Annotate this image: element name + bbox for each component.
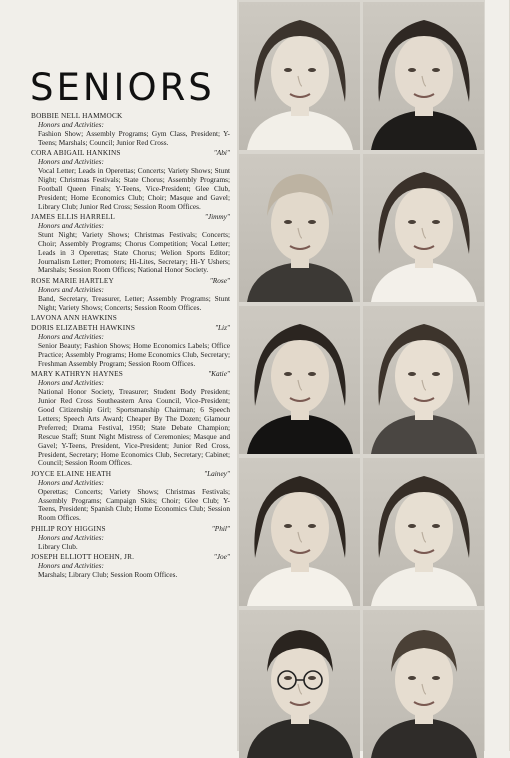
senior-name: DORIS ELIZABETH HAWKINS (31, 323, 136, 333)
senior-entry (31, 553, 230, 580)
senior-nickname: "Abi" (213, 148, 230, 158)
honors-label: Honors and Activities: (38, 119, 104, 129)
honors-label: Honors and Activities: (38, 560, 104, 570)
portrait-illustration (239, 2, 360, 150)
portrait-illustration (239, 154, 360, 302)
activities-list: Library Club. (38, 541, 78, 551)
activities-list: Vocal Letter; Leads in Operettas; Concerts; Variety Shows; Stunt Night; Christmas Festivals; State Chorus; Assembly Programs; Football Queen Finals; Y-Teens, Vice-President; Glee Club, President; Home Economics Club; Choir; Masque and Gavel; Library Club; Junior Red Cross; Session Room Offices. (38, 165, 230, 211)
portrait-illustration (363, 610, 484, 758)
honors-label: Honors and Activities: (38, 332, 104, 342)
senior-nickname: "Rose" (209, 275, 230, 285)
senior-entry (31, 149, 230, 211)
senior-portrait-photo (239, 610, 360, 758)
senior-nickname: "Joe" (213, 552, 230, 561)
senior-name: BOBBIE NELL HAMMOCK (31, 111, 123, 120)
senior-portrait-photo (363, 610, 484, 758)
senior-entry (31, 525, 230, 552)
senior-nickname: "Phil" (211, 523, 230, 533)
honors-label: Honors and Activities: (38, 532, 104, 542)
senior-entry (31, 370, 230, 468)
senior-entry (31, 470, 230, 523)
senior-portrait-photo (239, 154, 360, 302)
senior-portrait-photo (363, 458, 484, 606)
senior-name: PHILIP ROY HIGGINS (31, 523, 106, 533)
senior-nickname: "Liz" (214, 323, 230, 333)
senior-entry (31, 324, 230, 369)
senior-entry (31, 112, 230, 148)
senior-name: CORA ABIGAIL HANKINS (31, 148, 121, 158)
senior-name-row (31, 314, 230, 323)
portrait-illustration (239, 458, 360, 606)
senior-name: JAMES ELLIS HARRELL (31, 211, 116, 221)
senior-nickname: "Katie" (208, 369, 230, 379)
senior-entry (31, 314, 230, 323)
senior-name: MARY KATHRYN HAYNES (31, 369, 124, 379)
activities-list: Operettas; Concerts; Variety Shows; Christmas Festivals; Assembly Programs; Campaign Skits; Choir; Glee Club; Y-Teens, President; Spanish Club; Home Economics Club; Session Room Offices. (38, 486, 230, 523)
senior-entry (31, 277, 230, 313)
honors-label: Honors and Activities: (38, 284, 104, 294)
senior-portrait-photo (363, 154, 484, 302)
senior-entry (31, 213, 230, 275)
portrait-grid (237, 0, 485, 751)
senior-nickname: "Jimmy" (204, 211, 230, 221)
honors-label: Honors and Activities: (38, 378, 104, 388)
activities-list: Band, Secretary, Treasurer, Letter; Assembly Programs; Stunt Night; Variety Shows; Concerts; Session Room Offices. (38, 293, 230, 312)
senior-portrait-photo (363, 2, 484, 150)
senior-name: ROSE MARIE HARTLEY (31, 275, 115, 285)
senior-portrait-photo (239, 458, 360, 606)
page-heading: SENIORS (30, 66, 215, 109)
activities-list: Fashion Show; Assembly Programs; Gym Class, President; Y-Teens; Marshals; Council; Junior Red Cross. (38, 128, 230, 147)
honors-label: Honors and Activities: (38, 157, 104, 167)
portrait-illustration (239, 306, 360, 454)
portrait-illustration (363, 458, 484, 606)
honors-label: Honors and Activities: (38, 477, 104, 487)
senior-portrait-photo (239, 306, 360, 454)
senior-name: LAVONA ANN HAWKINS (31, 312, 117, 322)
activities-list: Marshals; Library Club; Session Room Offices. (38, 569, 178, 579)
senior-portrait-photo (363, 306, 484, 454)
portrait-illustration (239, 610, 360, 758)
honors-label: Honors and Activities: (38, 220, 104, 230)
activities-list: Senior Beauty; Fashion Shows; Home Economics Labels; Office Practice; Assembly Programs; Home Economics Club, Secretary; Freshman Assembly Program; Session Room Offices. (38, 341, 230, 368)
portrait-illustration (363, 154, 484, 302)
senior-name: JOYCE ELAINE HEATH (31, 468, 112, 478)
portrait-illustration (363, 2, 484, 150)
senior-nickname: "Lainey" (204, 468, 230, 478)
senior-bios-column (31, 112, 230, 581)
portrait-illustration (363, 306, 484, 454)
senior-portrait-photo (239, 2, 360, 150)
senior-name: JOSEPH ELLIOTT HOEHN, JR. (31, 552, 135, 561)
activities-list: Stunt Night; Variety Shows; Christmas Festivals; Concerts; Choir; Assembly Programs; Chorus Competition; Vocal Letter; Leads in 3 Operettas; State Chorus; Welion Sports Editor; Journalism Letter; Promoters; Hi-Lites, Secretary; Hi-Y Ushers; Marshals; Session Room Offices; National Honor Society. (38, 229, 230, 275)
activities-list: National Honor Society, Treasurer; Student Body President; Junior Red Cross Southeastern Area Council, Vice-President; Good Citizenship Girl; Sportsmanship Chairman; 6 Speech Letters; Speech Arts Award; Cheaper By The Dozen; Glamour Preferred; Drama Festival, 1950; State Debate Champion; Rescue Staff; Stunt Night Mistress of Ceremonies; Masque and Gavel; Y-Teens, President, Vice-President; Junior Red Cross, President, Secretary; Home Economics Club, Secretary; Cabinet; Council; Session Room Offices. (38, 387, 230, 468)
